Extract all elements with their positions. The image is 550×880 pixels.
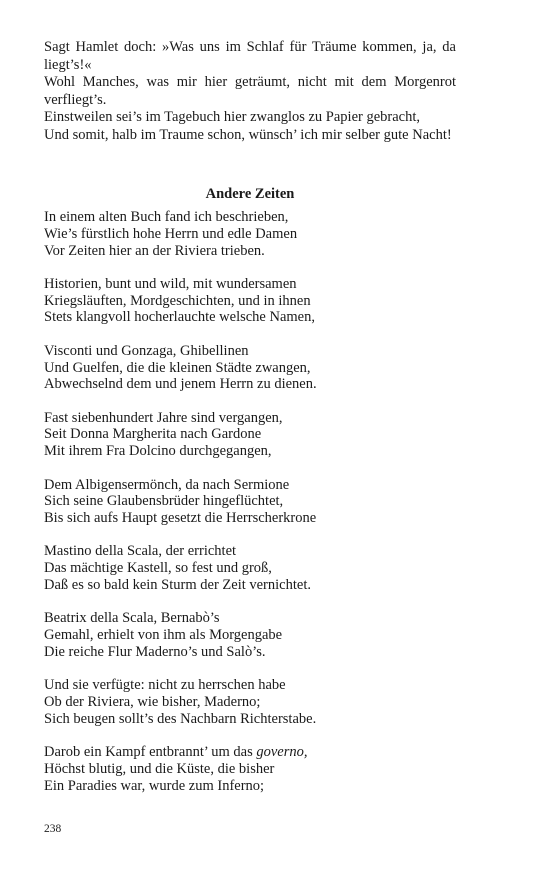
verse-text: Darob ein Kampf entbrannt’ um das xyxy=(44,744,257,761)
verse-line: Visconti und Gonzaga, Ghibellinen xyxy=(44,342,249,359)
page-number: 238 xyxy=(44,823,62,835)
stanza xyxy=(44,610,456,660)
intro-line: Und somit, halb im Traume schon, wünsch’ ich mir selber gute Nacht! xyxy=(44,126,452,143)
stanza xyxy=(44,543,456,593)
stanza xyxy=(44,209,456,259)
verse-line: Gemahl, erhielt von ihm als Morgengabe xyxy=(44,627,283,644)
verse-line: Sich beugen sollt’s des Nachbarn Richterstabe. xyxy=(44,710,317,727)
verse-line: Und sie verfügte: nicht zu herrschen habe xyxy=(44,677,286,694)
verse-line: Dem Albigensermönch, da nach Sermione xyxy=(44,476,290,493)
intro-line: Sagt Hamlet doch: »Was uns im Schlaf für Träume kommen, ja, da liegt’s!« xyxy=(44,39,456,73)
poem-stanzas xyxy=(44,209,456,811)
stanza xyxy=(44,410,456,460)
verse-line: Wie’s fürstlich hohe Herrn und edle Damen xyxy=(44,225,298,242)
emphasized-word: governo, xyxy=(256,744,308,761)
verse-line: Die reiche Flur Maderno’s und Salò’s. xyxy=(44,643,266,660)
stanza xyxy=(44,477,456,527)
intro-line: Einstweilen sei’s im Tagebuch hier zwanglos zu Papier gebracht, xyxy=(44,109,421,126)
verse-line: Beatrix della Scala, Bernabò’s xyxy=(44,610,220,627)
verse-line: Seit Donna Margherita nach Gardone xyxy=(44,426,262,443)
verse-line: In einem alten Buch fand ich beschrieben, xyxy=(44,209,289,225)
verse-line: Kriegsläuften, Mordgeschichten, und in ihnen xyxy=(44,292,311,309)
stanza xyxy=(44,276,456,326)
verse-line: Höchst blutig, und die Küste, die bisher xyxy=(44,760,275,777)
verse-line: Abwechselnd dem und jenem Herrn zu dienen. xyxy=(44,376,317,393)
page-body xyxy=(44,39,456,794)
verse-line: Ein Paradies war, wurde zum Inferno; xyxy=(44,777,265,794)
verse-line xyxy=(44,744,456,761)
verse-line: Daß es so bald kein Sturm der Zeit vernichtet. xyxy=(44,577,311,594)
verse-line: Vor Zeiten hier an der Riviera trieben. xyxy=(44,242,265,259)
verse-line: Stets klangvoll hocherlauchte welsche Namen, xyxy=(44,309,315,326)
verse-line: Das mächtige Kastell, so fest und groß, xyxy=(44,560,272,577)
verse-line: Mit ihrem Fra Dolcino durchgegangen, xyxy=(44,443,272,460)
stanza xyxy=(44,744,456,794)
intro-line: Wohl Manches, was mir hier geträumt, nicht mit dem Morgenrot verfliegt’s. xyxy=(44,74,456,108)
intro-verse xyxy=(44,39,456,145)
verse-line: Mastino della Scala, der errichtet xyxy=(44,543,237,560)
verse-line: Historien, bunt und wild, mit wundersamen xyxy=(44,275,297,292)
verse-line: Fast siebenhundert Jahre sind vergangen, xyxy=(44,409,283,426)
poem-title: Andere Zeiten xyxy=(205,186,295,202)
verse-line: Sich seine Glaubensbrüder hingeflüchtet, xyxy=(44,493,284,510)
verse-line: Und Guelfen, die die kleinen Städte zwangen, xyxy=(44,359,311,376)
verse-line: Ob der Riviera, wie bisher, Maderno; xyxy=(44,694,261,711)
stanza xyxy=(44,677,456,727)
verse-line: Bis sich aufs Haupt gesetzt die Herrscherkrone xyxy=(44,510,317,527)
stanza xyxy=(44,343,456,393)
